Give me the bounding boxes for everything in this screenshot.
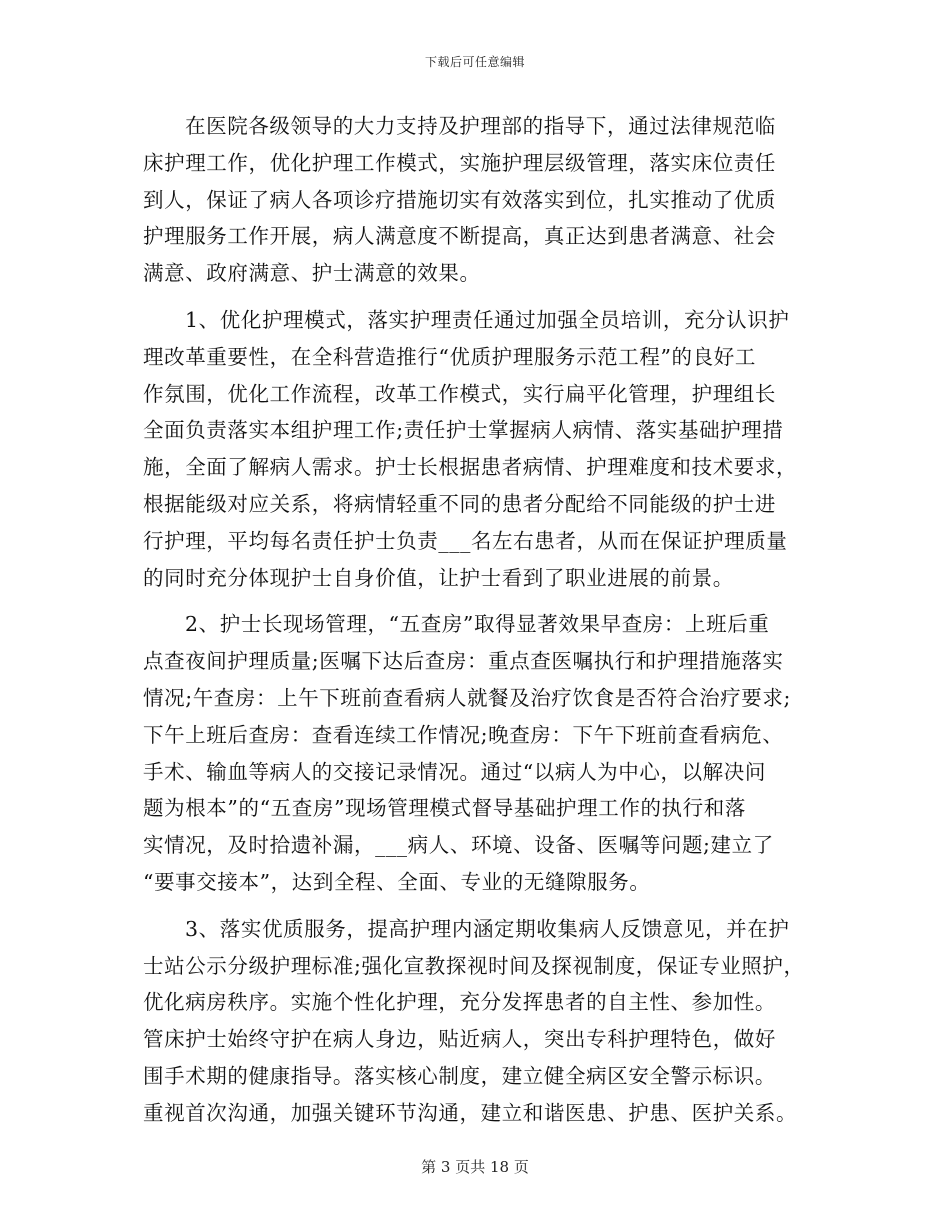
text-line: 1、优化护理模式，落实护理责任通过加强全员培训，充分认识护 [185, 307, 790, 332]
text-line: 全面负责落实本组护理工作;责任护士掌握病人病情、落实基础护理措 [143, 418, 784, 443]
text-line: 施，全面了解病人需求。护士长根据患者病情、护理难度和技术要求， [143, 455, 798, 480]
text-line: 根据能级对应关系，将病情轻重不同的患者分配给不同能级的护士进 [143, 491, 776, 516]
text-line: “要事交接本”，达到全程、全面、专业的无缝隙服务。 [143, 869, 651, 894]
text-line: 在医院各级领导的大力支持及护理部的指导下，通过法律规范临 [185, 114, 776, 138]
text-line: 作氛围，优化工作流程，改革工作模式，实行扁平化管理，护理组长 [143, 381, 776, 406]
text-line: 理改革重要性，在全科营造推行“优质护理服务示范工程”的良好工 [143, 344, 756, 369]
text-line: 情况;午查房：上午下班前查看病人就餐及治疗饮食是否符合治疗要求; [143, 685, 792, 710]
text-line: 满意、政府满意、护士满意的效果。 [143, 261, 481, 286]
text-line: 围手术期的健康指导。落实核心制度，建立健全病区安全警示标识。 [143, 1063, 776, 1088]
text-line: 2、护士长现场管理，“五查房”取得显著效果早查房：上班后重 [185, 612, 770, 637]
text-line: 3、落实优质服务，提高护理内涵定期收集病人反馈意见，并在护 [185, 916, 790, 941]
document-body [143, 108, 813, 1132]
page-header: 下载后可任意编辑 [424, 55, 525, 69]
text-line: 护理服务工作开展，病人满意度不断提高，真正达到患者满意、社会 [143, 224, 776, 249]
text-line: 实情况，及时拾遗补漏，___病人、环境、设备、医嘱等问题;建立了 [143, 833, 774, 858]
page-number: 第 3 页共 18 页 [421, 1158, 529, 1176]
paragraph-section-3 [143, 911, 813, 1132]
text-line: 管床护士始终守护在病人身边，贴近病人，突出专科护理特色，做好 [143, 1027, 776, 1052]
text-line: 床护理工作，优化护理工作模式，实施护理层级管理，落实床位责任 [143, 150, 776, 175]
text-line: 题为根本”的“五查房”现场管理模式督导基础护理工作的执行和落 [143, 796, 746, 821]
text-line: 的同时充分体现护士自身价值，让护士看到了职业进展的前景。 [143, 565, 734, 590]
paragraph-intro [143, 108, 813, 292]
text-line: 行护理，平均每名责任护士负责___名左右患者，从而在保证护理质量 [143, 528, 788, 553]
text-line: 到人，保证了病人各项诊疗措施切实有效落实到位，扎实推动了优质 [143, 187, 776, 212]
paragraph-section-2 [143, 606, 813, 900]
paragraph-section-1 [143, 302, 813, 596]
text-line: 优化病房秩序。实施个性化护理，充分发挥患者的自主性、参加性。 [143, 990, 776, 1015]
text-line: 手术、输血等病人的交接记录情况。通过“以病人为中心，以解决问 [143, 759, 766, 784]
text-line: 士站公示分级护理标准;强化宣教探视时间及探视制度，保证专业照护， [143, 953, 805, 978]
text-line: 点查夜间护理质量;医嘱下达后查房：重点查医嘱执行和护理措施落实 [143, 649, 784, 674]
text-line: 下午上班后查房：查看连续工作情况;晚查房：下午下班前查看病危、 [143, 722, 784, 747]
text-line: 重视首次沟通，加强关键环节沟通，建立和谐医患、护患、医护关系。 [143, 1100, 798, 1125]
